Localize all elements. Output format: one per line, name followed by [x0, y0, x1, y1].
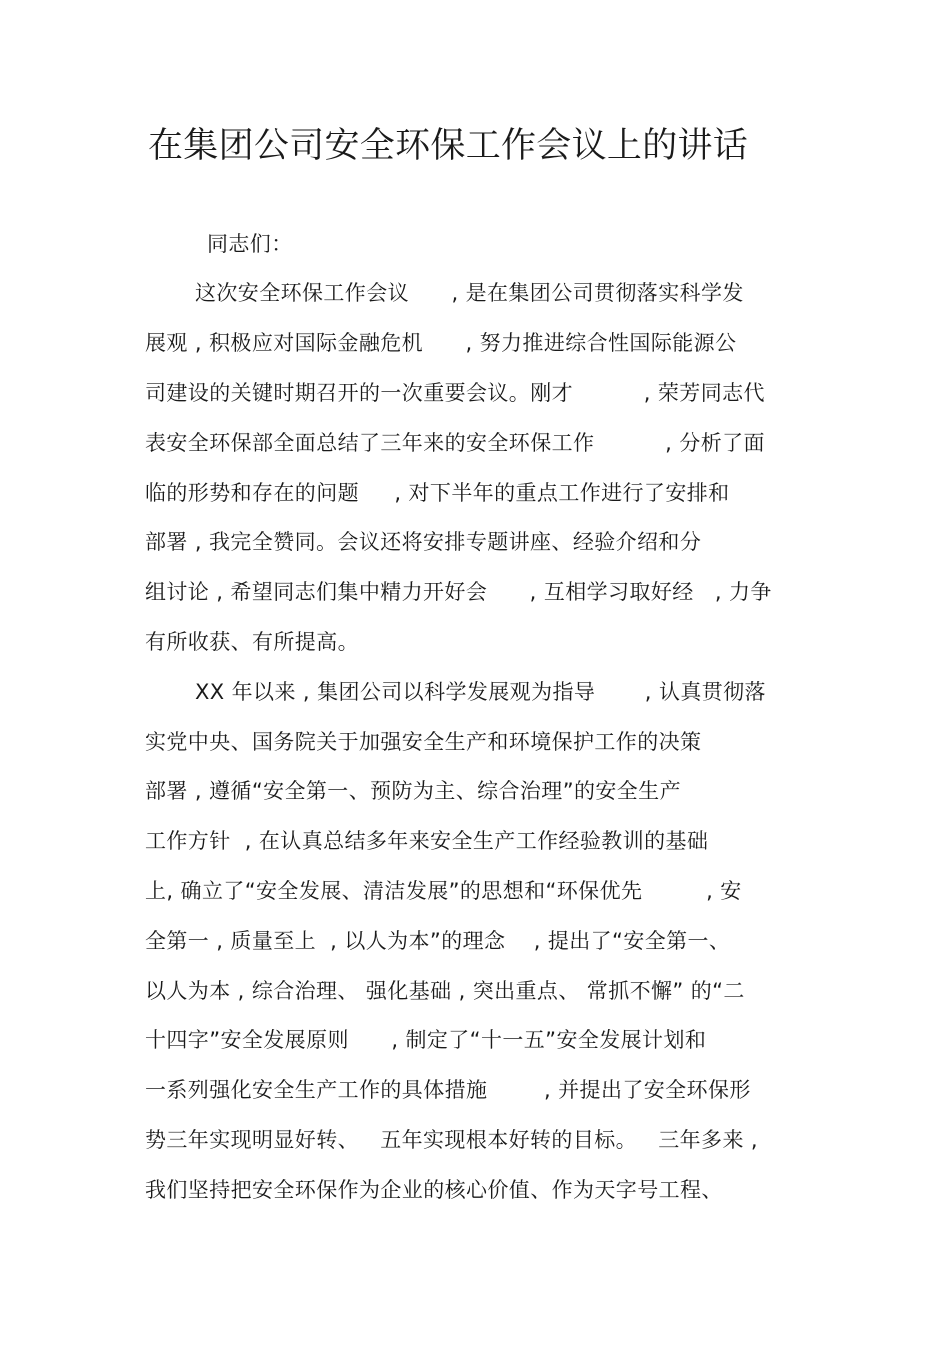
- paragraph-line: 工作方针 , 在认真总结多年来安全生产工作经验教训的基础: [145, 829, 709, 853]
- paragraph-line: 一系列强化安全生产工作的具体措施 , 并提出了安全环保形: [145, 1078, 751, 1102]
- paragraph-line: 这次安全环保工作会议 , 是在集团公司贯彻落实科学发: [195, 281, 744, 305]
- paragraph-line: 实党中央、国务院关于加强安全生产和环境保护工作的决策: [145, 730, 702, 754]
- paragraph-line: 司建设的关键时期召开的一次重要会议。刚才 , 荣芳同志代: [145, 381, 765, 405]
- paragraph-line: 势三年实现明显好转、 五年实现根本好转的目标。 三年多来 ,: [145, 1128, 758, 1152]
- paragraph-line: 有所收获、有所提高。: [145, 630, 359, 654]
- paragraph-line: XX 年以来 , 集团公司以科学发展观为指导 , 认真贯彻落: [195, 680, 766, 704]
- document-title: 在集团公司安全环保工作会议上的讲话: [148, 126, 749, 166]
- paragraph-line: 临的形势和存在的问题 , 对下半年的重点工作进行了安排和: [145, 481, 730, 505]
- paragraph-line: 以人为本 , 综合治理、 强化基础 , 突出重点、 常抓不懈” 的“二: [145, 979, 745, 1003]
- paragraph-line: 我们坚持把安全环保作为企业的核心价值、作为天字号工程、: [145, 1178, 723, 1202]
- salutation: 同志们：: [207, 232, 293, 256]
- paragraph-line: 十四字”安全发展原则 , 制定了“十一五”安全发展计划和: [145, 1028, 707, 1052]
- paragraph-line: 部署 , 我完全赞同。会议还将安排专题讲座、经验介绍和分: [145, 530, 702, 554]
- paragraph-line: 表安全环保部全面总结了三年来的安全环保工作 , 分析了面: [145, 431, 765, 455]
- paragraph-line: 展观 , 积极应对国际金融危机 , 努力推进综合性国际能源公: [145, 331, 737, 355]
- paragraph-line: 部署 , 遵循“安全第一、预防为主、综合治理”的安全生产: [145, 779, 681, 803]
- paragraph-line: 上, 确立了“安全发展、清洁发展”的思想和“环保优先 , 安: [145, 879, 742, 903]
- paragraph-line: 全第一 , 质量至上 , 以人为本”的理念 , 提出了“安全第一、: [145, 929, 731, 953]
- paragraph-line: 组讨论 , 希望同志们集中精力开好会 , 互相学习取好经 , 力争: [145, 580, 772, 604]
